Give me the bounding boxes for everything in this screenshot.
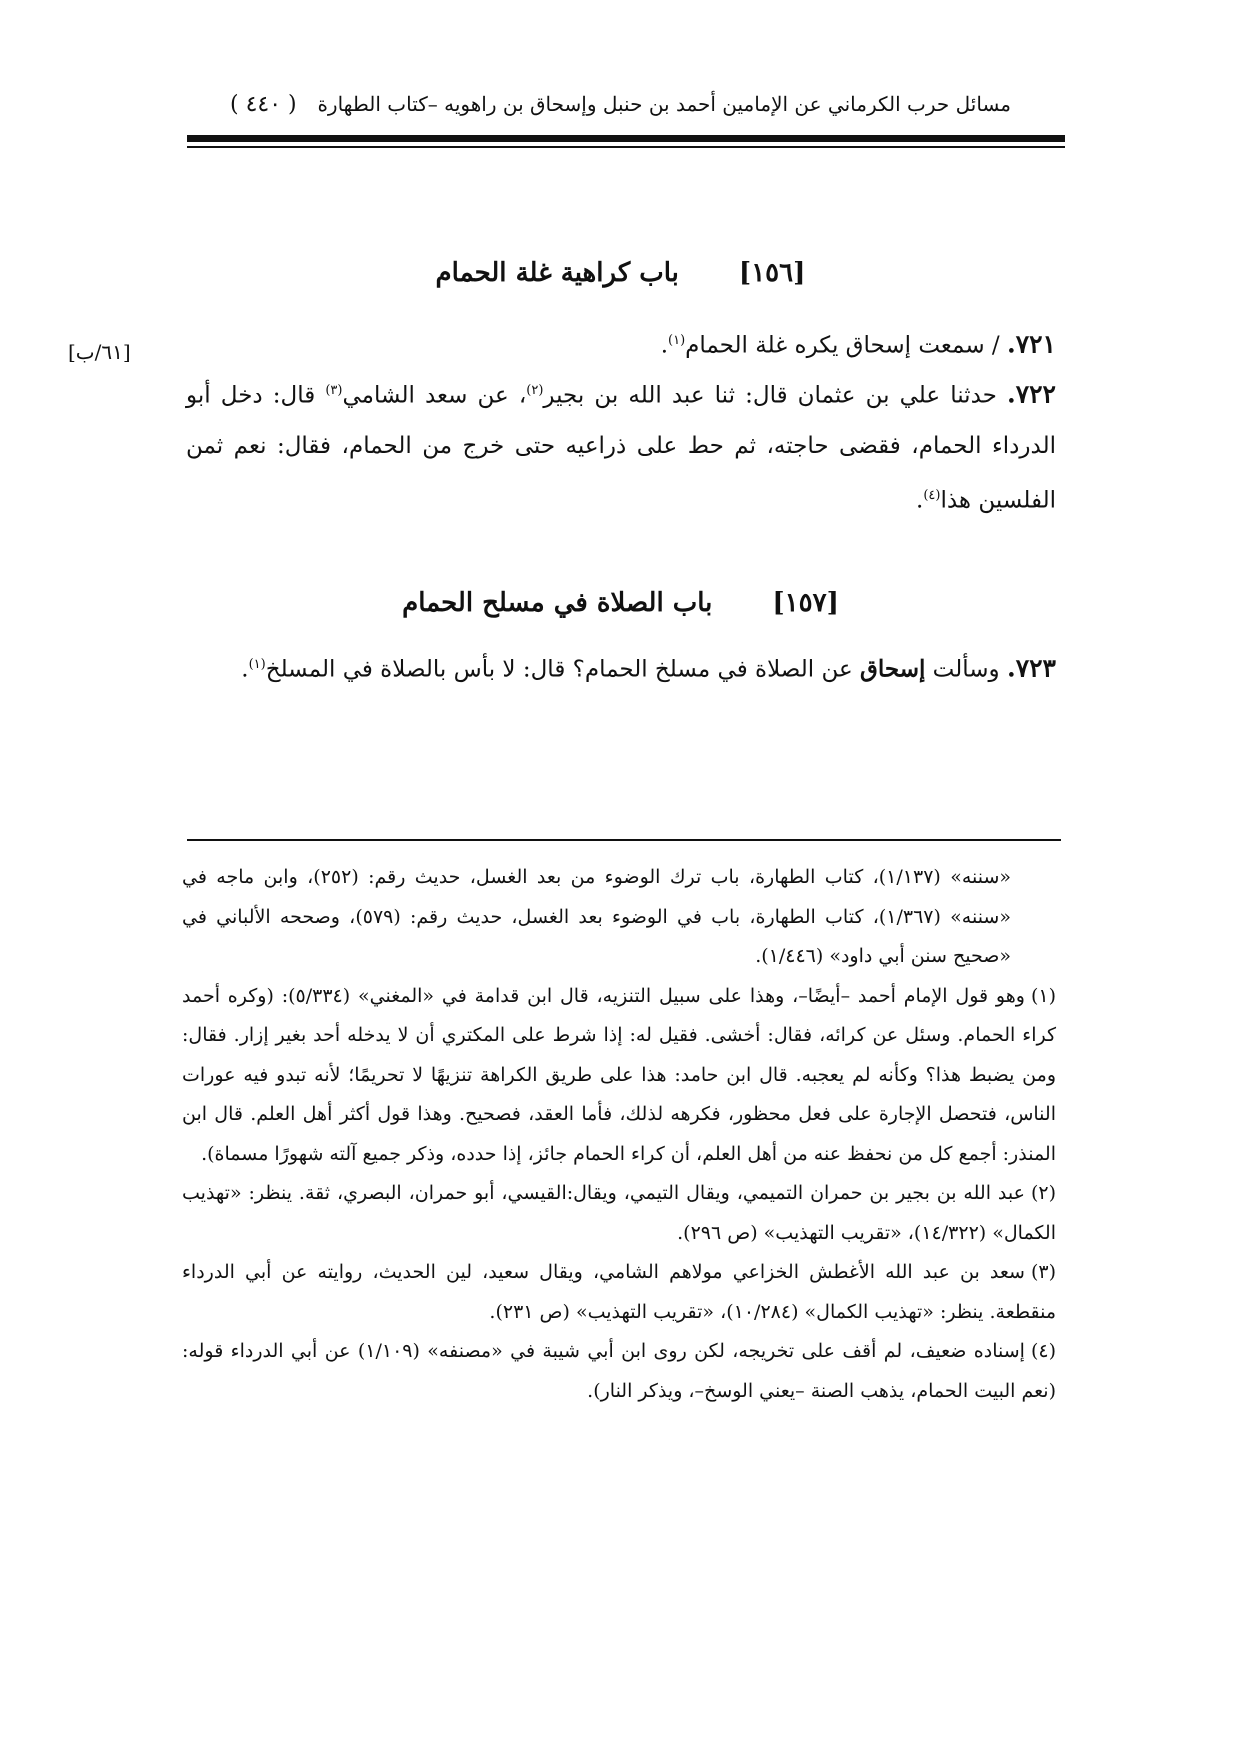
footnote-text: سعد بن عبد الله الأغطش الخزاعي مولاهم الشامي، ويقال سعيد، لين الحديث، روايته عن أبي الدرداء منقطعة. ينظر: «تهذيب الكمال» (١٠/٢٨٤)، «تقريب التهذيب» (ص ٢٣١). [182, 1261, 1056, 1323]
section-heading-156 [0, 258, 1241, 288]
footnote-separator [187, 839, 1061, 841]
page-number: ( ٤٤٠ ) [230, 92, 297, 117]
folio-margin-note: [٦١/ب] [68, 340, 131, 364]
entry-text: / سمعت إسحاق يكره غلة الحمام [685, 332, 1007, 359]
footnote-4 [182, 1332, 1056, 1411]
section-number: [١٥٦] [738, 258, 806, 288]
entry-722: ٧٢٢. حدثنا علي بن عثمان قال: ثنا عبد الله بن بجير$^{(٢)}$، عن سعد الشامي$^{(٣)}$ قال: دخل أبو الدرداء الحمام، فقضى حاجته، ثم حط على ذراعيه حتى خرج من الحمام، فقال: نعم ثمن الفلسين هذا$^{(٤)}$. [186, 379, 1056, 514]
section-number: [١٥٧] [772, 588, 839, 618]
entry-723: ٧٢٣. وسألت إسحاق عن الصلاة في مسلخ الحمام؟ قال: لا بأس بالصلاة في المسلخ$^{(١)}$. [241, 653, 1056, 683]
footnote-3 [182, 1253, 1056, 1332]
entry-number: ٧٢٢. [1006, 379, 1056, 409]
footnote-continuation: «سننه» (١/١٣٧)، كتاب الطهارة، باب ترك الوضوء من بعد الغسل، حديث رقم: (٢٥٢)، وابن ماجه في «سننه» (١/٣٦٧)، كتاب الطهارة، باب في الوضوء بعد الغسل، حديث رقم: (٥٧٩)، وصححه الألباني في «صحيح سنن أبي داود» (١/٤٤٦). [182, 866, 1012, 967]
entry-text: قال: دخل أبو الدرداء الحمام، فقضى حاجته، ثم حط على ذراعيه حتى خرج من الحمام، فقال: نعم ثمن الفلسين هذا [186, 382, 1056, 514]
footnote-1 [182, 977, 1056, 1175]
footnote-marker: (١) [1030, 984, 1056, 1007]
entry-text: عن الصلاة في مسلخ الحمام؟ قال: لا بأس بالصلاة في المسلخ [265, 656, 860, 683]
footnote-ref: (٢) [526, 383, 544, 398]
section-heading-157 [0, 588, 1241, 618]
entry-text: وسألت [925, 656, 1007, 683]
footnote-text: وهو قول الإمام أحمد –أيضًا–، وهذا على سبيل التنزيه، قال ابن قدامة في «المغني» (٥/٣٣٤): (وكره أحمد كراء الحمام. وسئل عن كرائه، فقال: أخشى. فقيل له: إذا شرط على المكتري أن لا يدخله أحد بغير إزار. فقال: ومن يضبط هذا؟ وكأنه لم يعجبه. قال ابن حامد: هذا على طريق الكراهة تنزيهًا لا تحريمًا؛ لأنه تبدو فيه عورات الناس، فتحصل الإجارة على فعل محظور، فكرهه لذلك، فأما العقد، فصحيح. وهذا قول أكثر أهل العلم. قال ابن المنذر: أجمع كل من نحفظ عنه من أهل العلم، أن كراء الحمام جائز، إذا حدده، وذكر جميع آلته شهورًا مسماة). [182, 984, 1056, 1165]
highlighted-name: إسحاق [860, 655, 926, 683]
header-rule-thin [187, 146, 1065, 148]
entry-text: ، عن سعد الشامي [342, 382, 527, 409]
section-title: باب الصلاة في مسلح الحمام [402, 588, 713, 618]
entry-text: حدثنا علي بن عثمان قال: ثنا عبد الله بن بجير [543, 382, 1007, 409]
entry-number: ٧٢١. [1006, 329, 1056, 359]
entry-number: ٧٢٣. [1006, 653, 1056, 683]
header-rule-thick [187, 135, 1065, 142]
footnote-text: إسناده ضعيف، لم أقف على تخريجه، لكن روى ابن أبي شيبة في «مصنفه» (١/١٠٩) عن أبي الدرداء قوله: (نعم البيت الحمام، يذهب الصنة –يعني الوسخ–، ويذكر النار). [182, 1340, 1056, 1402]
running-header-title: مسائل حرب الكرماني عن الإمامين أحمد بن حنبل وإسحاق بن راهويه –كتاب الطهارة [317, 92, 1011, 116]
entry-721: ٧٢١. / سمعت إسحاق يكره غلة الحمام$^{(١)}$. [660, 329, 1056, 359]
footnote-ref: (١) [668, 333, 686, 348]
footnote-text: عبد الله بن بجير بن حمران التميمي، ويقال التيمي، ويقال:القيسي، أبو حمران، البصري، ثقة. ينظر: «تهذيب الكمال» (١٤/٣٢٢)، «تقريب التهذيب» (ص ٢٩٦). [182, 1182, 1056, 1244]
footnote-marker: (٤) [1030, 1340, 1056, 1362]
footnote-2 [182, 1174, 1056, 1253]
footnote-marker: (٢) [1030, 1182, 1056, 1204]
footnote-ref: (٣) [325, 383, 343, 398]
footnotes [182, 858, 1056, 1411]
footnote-marker: (٣) [1030, 1261, 1056, 1283]
footnote-ref: (١) [248, 657, 266, 672]
footnote-ref: (٤) [923, 487, 941, 503]
section-title: باب كراهية غلة الحمام [435, 258, 679, 288]
